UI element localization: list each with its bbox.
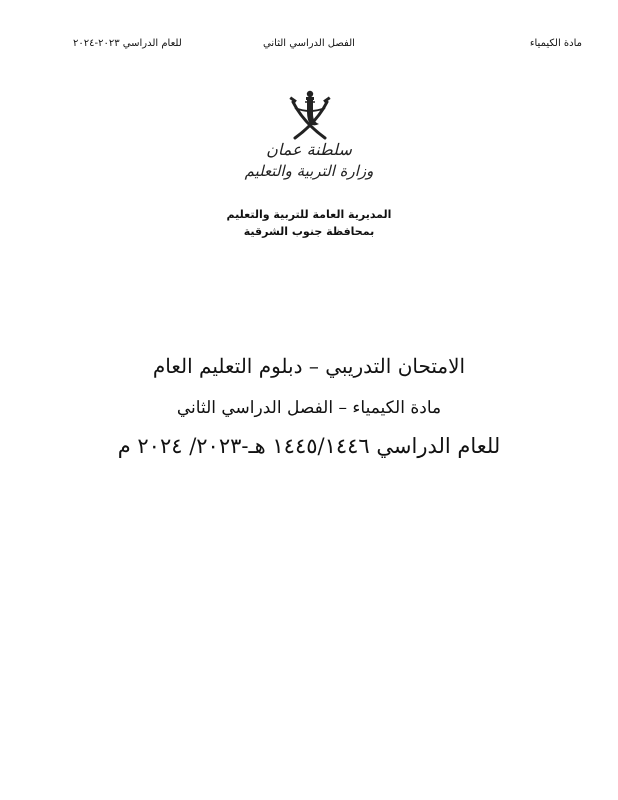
directorate-block bbox=[0, 206, 618, 240]
exam-title: الامتحان التدريبي – دبلوم التعليم العام bbox=[152, 354, 466, 378]
header-year: للعام الدراسي ٢٠٢٣-٢٠٢٤ bbox=[73, 38, 182, 49]
oman-national-emblem-icon bbox=[285, 88, 335, 144]
header-semester: الفصل الدراسي الثاني bbox=[263, 38, 355, 49]
page-header bbox=[0, 38, 618, 56]
exam-subtitle: مادة الكيمياء – الفصل الدراسي الثاني bbox=[176, 398, 442, 418]
directorate-line-1: المديرية العامة للتربية والتعليم bbox=[226, 208, 392, 221]
emblem-calligraphy-ministry: وزارة التربية والتعليم bbox=[244, 162, 374, 180]
directorate-line-2: بمحافظة جنوب الشرقية bbox=[243, 225, 375, 238]
emblem-calligraphy-sultanate: سلطنة عمان bbox=[266, 140, 352, 159]
header-subject: مادة الكيمياء bbox=[529, 38, 582, 49]
exam-year-line: للعام الدراسي ١٤٤٥/١٤٤٦ هـ-٢٠٢٣/ ٢٠٢٤ م bbox=[117, 434, 501, 458]
